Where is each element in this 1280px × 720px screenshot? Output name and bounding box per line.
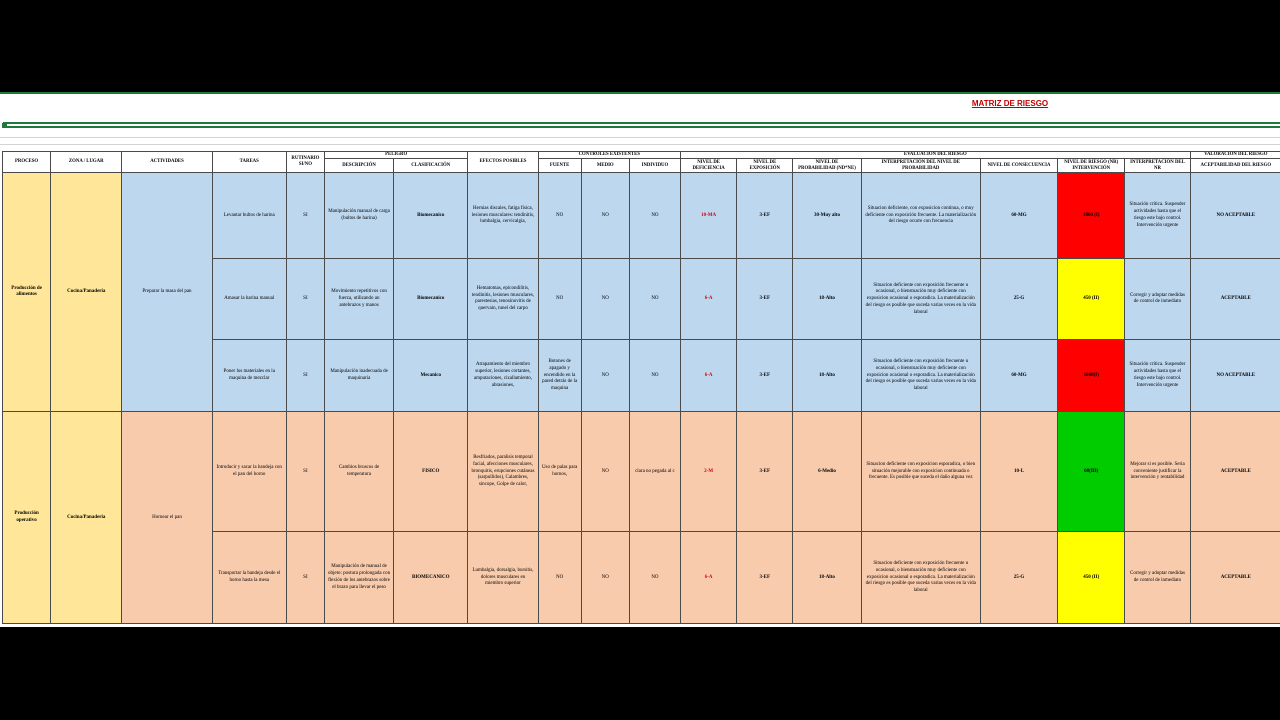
individuo-cell[interactable]: NO bbox=[629, 173, 680, 259]
header-efectos: EFECTOS POSIBLES bbox=[468, 152, 538, 173]
rutinario-cell[interactable]: SI bbox=[286, 259, 324, 340]
task-cell[interactable]: Transportar la bandeja desde el horno hasta la mesa bbox=[212, 532, 286, 624]
header-proceso: PROCESO bbox=[3, 152, 51, 173]
interp-prob-cell[interactable]: Situacion deficiente con exposición frecuente u ocasional, o bienstuación muy deficiente con exposicion ocasional o esporadica. La materialización del riesgo es posible que suceda varias veces en la vida laboral bbox=[861, 532, 980, 624]
exposicion-cell[interactable]: 3-EF bbox=[737, 412, 793, 532]
clasificacion-cell[interactable]: BIOMECANICO bbox=[394, 532, 468, 624]
rutinario-cell[interactable]: SI bbox=[286, 173, 324, 259]
header-zona: ZONA / LUGAR bbox=[51, 152, 122, 173]
individuo-cell[interactable]: NO bbox=[629, 532, 680, 624]
probabilidad-cell[interactable]: 30-Muy alto bbox=[793, 173, 861, 259]
fuente-cell[interactable]: Botones de apagado y encendido en la pared detrás de la maquina bbox=[538, 340, 581, 412]
descripcion-cell[interactable]: Manipulación inadecuada de maquinaria bbox=[324, 340, 393, 412]
efectos-cell[interactable]: Resfriados, paralisis temporal facial, afecciones musculares, bronquitis, erupciones cutáneas (sarpullidos), Calambres, sincope, Golpe de calor, bbox=[468, 412, 538, 532]
interp-prob-cell[interactable]: Situacion deficiente con exposicion esporadica, o bien situación mejorable con exposicion continuada o frecuente. Es posible que suceda el daño alguna vez bbox=[861, 412, 980, 532]
medio-cell[interactable]: NO bbox=[581, 532, 629, 624]
interp-nr-cell[interactable]: Mejorar si es posible. Seria conveniente justificar la intervención y rentabilidad bbox=[1125, 412, 1190, 532]
zona-cell[interactable]: Cocina/Panaderia bbox=[51, 412, 122, 624]
probabilidad-cell[interactable]: 6-Medio bbox=[793, 412, 861, 532]
clasificacion-cell[interactable]: Biomecanico bbox=[394, 173, 468, 259]
exposicion-cell[interactable]: 3-EF bbox=[737, 259, 793, 340]
rutinario-cell[interactable]: SI bbox=[286, 412, 324, 532]
header-evaluacion: EVALUACIÓN DEL RIESGO bbox=[681, 152, 1191, 159]
sheet-top-border bbox=[0, 92, 1280, 94]
clasificacion-cell[interactable]: Biomecanico bbox=[394, 259, 468, 340]
medio-cell[interactable]: NO bbox=[581, 259, 629, 340]
consecuencia-cell[interactable]: 25-G bbox=[980, 259, 1057, 340]
exposicion-cell[interactable]: 3-EF bbox=[737, 340, 793, 412]
consecuencia-cell[interactable]: 60-MG bbox=[980, 340, 1057, 412]
clasificacion-cell[interactable]: FISICO bbox=[394, 412, 468, 532]
header-deficiencia: NIVEL DE DEFICIENCIA bbox=[681, 159, 737, 173]
interp-nr-cell[interactable]: Situación crítica. Suspender actividades hasta que el riesgo este bajo control. Intervención urgente bbox=[1125, 340, 1190, 412]
nivel-riesgo-cell[interactable]: 1800 (I) bbox=[1058, 173, 1125, 259]
nivel-riesgo-cell[interactable]: 60(III) bbox=[1058, 412, 1125, 532]
probabilidad-cell[interactable]: 18-Alto bbox=[793, 259, 861, 340]
task-cell[interactable]: Poner los materiales en la maquina de mezclar bbox=[212, 340, 286, 412]
probabilidad-cell[interactable]: 18-Alto bbox=[793, 340, 861, 412]
header-medio: MEDIO bbox=[581, 159, 629, 173]
deficiencia-cell[interactable]: 6-A bbox=[681, 259, 737, 340]
actividad-cell[interactable]: Preparar la masa del pan bbox=[122, 173, 212, 412]
aceptabilidad-cell[interactable]: ACEPTABLE bbox=[1190, 259, 1280, 340]
fuente-cell[interactable]: Uso de palas para hornos, bbox=[538, 412, 581, 532]
efectos-cell[interactable]: Atrapamiento del miembro superior, lesiones cortantes, amputaciones, cizallamiento, abrasiones, bbox=[468, 340, 538, 412]
descripcion-cell[interactable]: Manipulación de manual de objeto: postura prolongada con flexión de los antebrazos sobre el brazo para llevar el peso bbox=[324, 532, 393, 624]
consecuencia-cell[interactable]: 10-L bbox=[980, 412, 1057, 532]
gridline bbox=[0, 144, 1280, 145]
header-row-groups bbox=[3, 152, 1280, 159]
interp-nr-cell[interactable]: Corregir y adoptar medidas de control de inmediato bbox=[1125, 259, 1190, 340]
zona-cell[interactable]: Cocina/Panaderia bbox=[51, 173, 122, 412]
efectos-cell[interactable]: Lumbalgia, dorsalgia, bursitis, dolores musculares en miembro superior bbox=[468, 532, 538, 624]
consecuencia-cell[interactable]: 25-G bbox=[980, 532, 1057, 624]
header-interp-nr: INTERPRETACIÓN DEL NR bbox=[1125, 159, 1190, 173]
aceptabilidad-cell[interactable]: ACEPTABLE bbox=[1190, 532, 1280, 624]
nivel-riesgo-cell[interactable]: 1080(I) bbox=[1058, 340, 1125, 412]
aceptabilidad-cell[interactable]: ACEPTABLE bbox=[1190, 412, 1280, 532]
task-cell[interactable]: Introducir y sacar la bandeja con el pan del horno bbox=[212, 412, 286, 532]
efectos-cell[interactable]: Hematomas, epicondilitis, tendinitis, lesiones musculares, parestesias, tenosinovitis de quervain, tunel del carpo bbox=[468, 259, 538, 340]
interp-prob-cell[interactable]: Situacion deficiente, con exposicion continua, o muy deficiente con exposición frecuente. La materialización del riesgo ocurre con frecuencia bbox=[861, 173, 980, 259]
rutinario-cell[interactable]: SI bbox=[286, 532, 324, 624]
header-exposicion: NIVEL DE EXPOSICIÓN bbox=[737, 159, 793, 173]
descripcion-cell[interactable]: Cambios bruscos de temperatura bbox=[324, 412, 393, 532]
task-cell[interactable]: Amasar la harina manual bbox=[212, 259, 286, 340]
clasificacion-cell[interactable]: Mecanico bbox=[394, 340, 468, 412]
header-valoracion: VALORACIÓN DEL RIESGO bbox=[1190, 152, 1280, 159]
selected-row-range[interactable] bbox=[3, 122, 1280, 128]
nivel-riesgo-cell[interactable]: 450 (II) bbox=[1058, 259, 1125, 340]
header-aceptabilidad: ACEPTABILIDAD DEL RIESGO bbox=[1190, 159, 1280, 173]
header-fuente: FUENTE bbox=[538, 159, 581, 173]
task-cell[interactable]: Levantar bultos de harina bbox=[212, 173, 286, 259]
fuente-cell[interactable]: NO bbox=[538, 259, 581, 340]
matrix-title: MATRIZ DE RIESGO bbox=[971, 99, 1049, 108]
header-controles: CONTROLES EXISTENTES bbox=[538, 152, 680, 159]
table-row bbox=[3, 412, 1280, 532]
individuo-cell[interactable]: NO bbox=[629, 340, 680, 412]
interp-prob-cell[interactable]: Situacion deficiente con exposición frecuente u ocasional, o bienstuación muy deficiente con exposicion ocasional o esporadica. La materialización del riesgo es posible que suceda varias veces en la vida laboral bbox=[861, 340, 980, 412]
deficiencia-cell[interactable]: 10-MA bbox=[681, 173, 737, 259]
header-nivel-riesgo: NIVEL DE RIESGO (NR) INTERVENCIÓN bbox=[1058, 159, 1125, 173]
medio-cell[interactable]: NO bbox=[581, 412, 629, 532]
header-probabilidad: NIVEL DE PROBABILIDAD (ND*NE) bbox=[793, 159, 861, 173]
rutinario-cell[interactable]: SI bbox=[286, 340, 324, 412]
fuente-cell[interactable]: NO bbox=[538, 532, 581, 624]
probabilidad-cell[interactable]: 18-Alto bbox=[793, 532, 861, 624]
interp-nr-cell[interactable]: Corregir y adoptar medidas de control de inmediato bbox=[1125, 532, 1190, 624]
header-tareas: TAREAS bbox=[212, 152, 286, 173]
header-consecuencia: NIVEL DE CONSECUENCIA bbox=[980, 159, 1057, 173]
fuente-cell[interactable]: NO bbox=[538, 173, 581, 259]
aceptabilidad-cell[interactable]: NO ACEPTABLE bbox=[1190, 173, 1280, 259]
aceptabilidad-cell[interactable]: NO ACEPTABLE bbox=[1190, 340, 1280, 412]
exposicion-cell[interactable]: 3-EF bbox=[737, 532, 793, 624]
header-individuo: INDIVIDUO bbox=[629, 159, 680, 173]
actividad-cell[interactable]: Hornear el pan bbox=[122, 412, 212, 624]
individuo-cell[interactable]: NO bbox=[629, 259, 680, 340]
medio-cell[interactable]: NO bbox=[581, 340, 629, 412]
individuo-cell[interactable]: clara no pegada al c bbox=[629, 412, 680, 532]
interp-nr-cell[interactable]: Situación crítica. Suspender actividades hasta que el riesgo este bajo control. Intervención urgente bbox=[1125, 173, 1190, 259]
proceso-cell[interactable]: Producción operativo bbox=[3, 412, 51, 624]
deficiencia-cell[interactable]: 6-A bbox=[681, 532, 737, 624]
risk-matrix-table bbox=[2, 151, 1280, 624]
header-peligro: PELIGRO bbox=[324, 152, 467, 159]
consecuencia-cell[interactable]: 60-MG bbox=[980, 173, 1057, 259]
header-actividades: ACTIVIDADES bbox=[122, 152, 212, 173]
spreadsheet-sheet bbox=[0, 92, 1280, 627]
descripcion-cell[interactable]: Movimiento repetitivos con fuerza, utilizando an antebrazos y manos bbox=[324, 259, 393, 340]
header-interp-prob: INTERPRETACIÓN DEL NIVEL DE PROBABILIDAD bbox=[861, 159, 980, 173]
nivel-riesgo-cell[interactable]: 450 (II) bbox=[1058, 532, 1125, 624]
gridline bbox=[0, 137, 1280, 138]
deficiencia-cell[interactable]: 6-A bbox=[681, 340, 737, 412]
medio-cell[interactable]: NO bbox=[581, 173, 629, 259]
header-clasificacion: CLASIFICACIÓN bbox=[394, 159, 468, 173]
deficiencia-cell[interactable]: 2-M bbox=[681, 412, 737, 532]
selection-handle[interactable] bbox=[2, 123, 7, 128]
header-descripcion: DESCRIPCIÓN bbox=[324, 159, 393, 173]
interp-prob-cell[interactable]: Situacion deficiente con exposición frecuente u ocasional, o bienstuación muy deficiente con exposicion ocasional o esporadica. La materialización del riesgo es posible que suceda varias veces en la vida laboral bbox=[861, 259, 980, 340]
table-row bbox=[3, 173, 1280, 259]
header-rutinario: RUTINARIO SI/NO bbox=[286, 152, 324, 173]
efectos-cell[interactable]: Hernias discales, fatiga física, lesiones musculares: tendinitis, lumbalgia, cervicalgia, bbox=[468, 173, 538, 259]
descripcion-cell[interactable]: Manipulación manual de carga (bultos de harina) bbox=[324, 173, 393, 259]
exposicion-cell[interactable]: 3-EF bbox=[737, 173, 793, 259]
proceso-cell[interactable]: Producción de alimentos bbox=[3, 173, 51, 412]
